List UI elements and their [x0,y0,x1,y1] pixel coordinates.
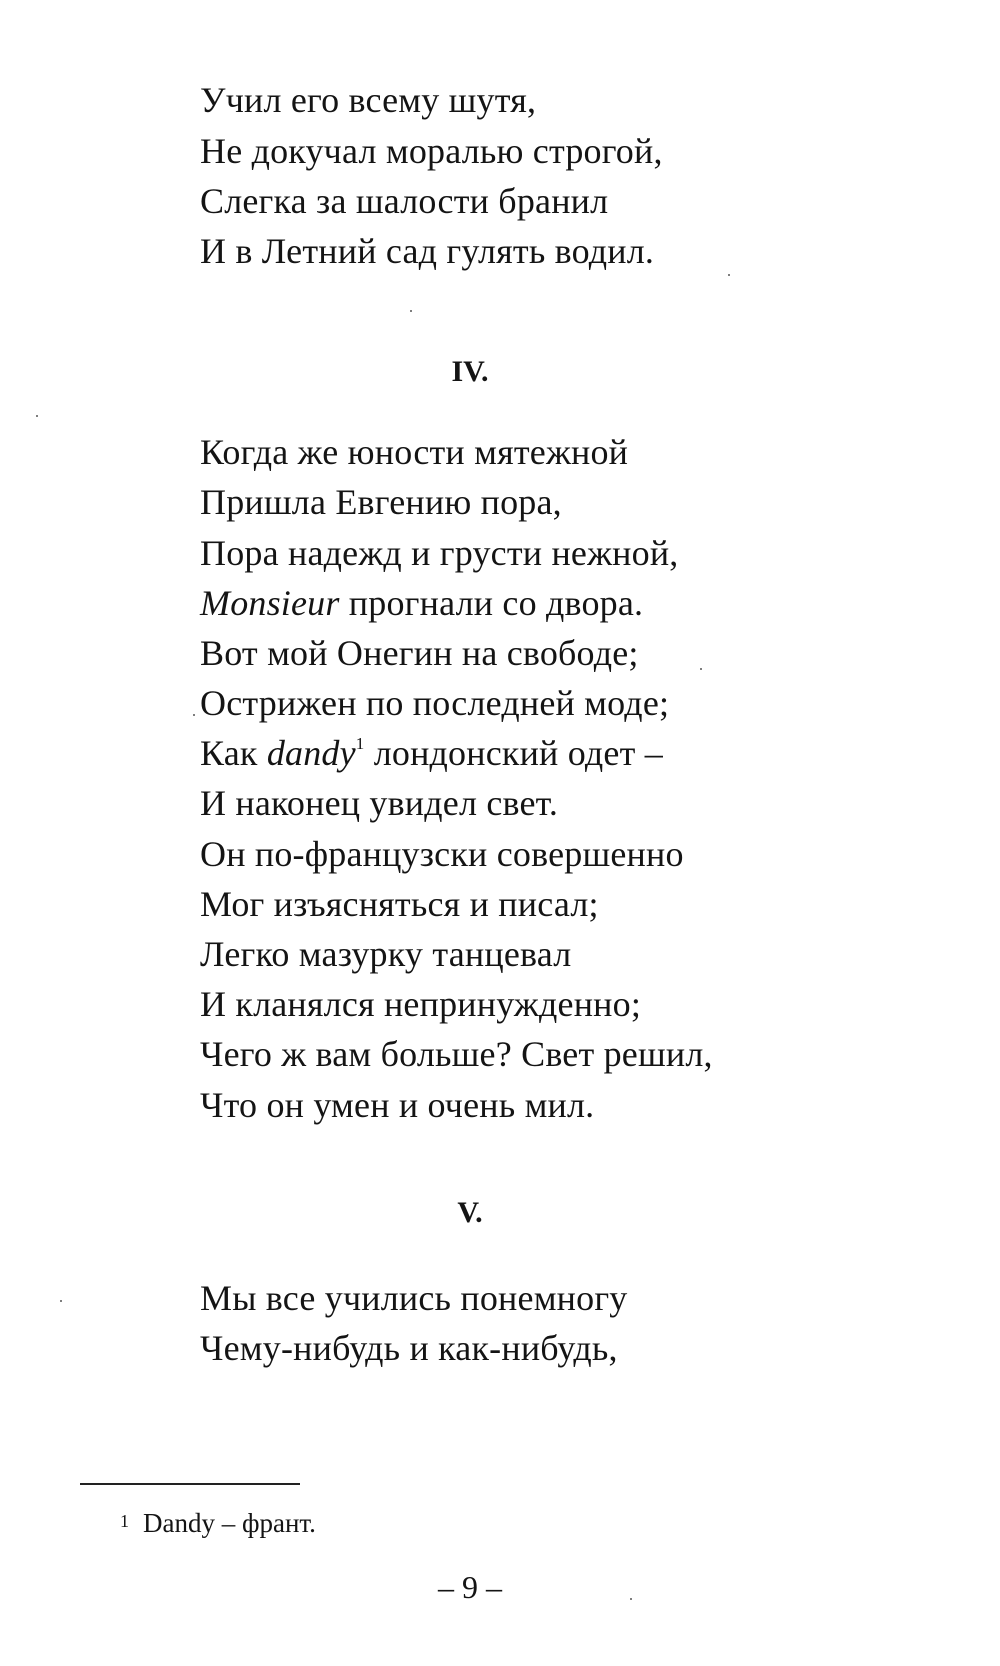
verse-line: Когда же юности мятежной [200,432,629,472]
verse-text: лондонский одет – [364,733,663,773]
scan-speck [36,415,38,417]
verse-line: Мы все учились понемногу [200,1278,628,1318]
scan-speck [700,668,702,670]
verse-line: Мог изъясняться и писал; [200,884,599,924]
scan-speck [60,1300,62,1302]
verse-line: Учил его всему шутя, [200,80,537,120]
footnote-text: Dandy – франт. [143,1508,316,1538]
verse-line: Вот мой Онегин на свободе; [200,633,639,673]
stanza-heading-iv: IV. [451,355,489,388]
italic-word: Monsieur [200,583,340,623]
verse-text: прогнали со двора. [339,583,644,623]
scan-speck [728,274,730,276]
scan-speck [410,310,412,312]
verse-line: Чему-нибудь и как-нибудь, [200,1328,618,1368]
verse-line: Легко мазурку танцевал [200,934,572,974]
verse-line: И наконец увидел свет. [200,783,559,823]
verse-line [200,731,663,775]
verse-line [200,581,643,625]
verse-line: Пришла Евгению пора, [200,482,562,522]
verse-line: Что он умен и очень мил. [200,1085,595,1125]
verse-text: Как [200,733,267,773]
scan-speck [630,1598,632,1600]
footnote [120,1505,316,1539]
footnote-reference: 1 [355,734,365,753]
verse-line: И кланялся непринужденно; [200,984,642,1024]
page-number: – 9 – [438,1569,502,1605]
footnote-divider [80,1483,300,1485]
verse-line: Слегка за шалости бранил [200,181,609,221]
footnote-mark: 1 [120,1511,129,1531]
verse-line: Пора надежд и грусти нежной, [200,533,679,573]
verse-line: Не докучал моралью строгой, [200,131,663,171]
stanza-heading-v: V. [457,1196,483,1229]
verse-line: Острижен по последней моде; [200,683,670,723]
verse-line: Чего ж вам больше? Свет решил, [200,1034,713,1074]
italic-word: dandy [266,733,356,773]
scan-speck [193,714,195,716]
verse-line: Он по-французски совершенно [200,834,684,874]
verse-line: И в Летний сад гулять водил. [200,231,655,271]
